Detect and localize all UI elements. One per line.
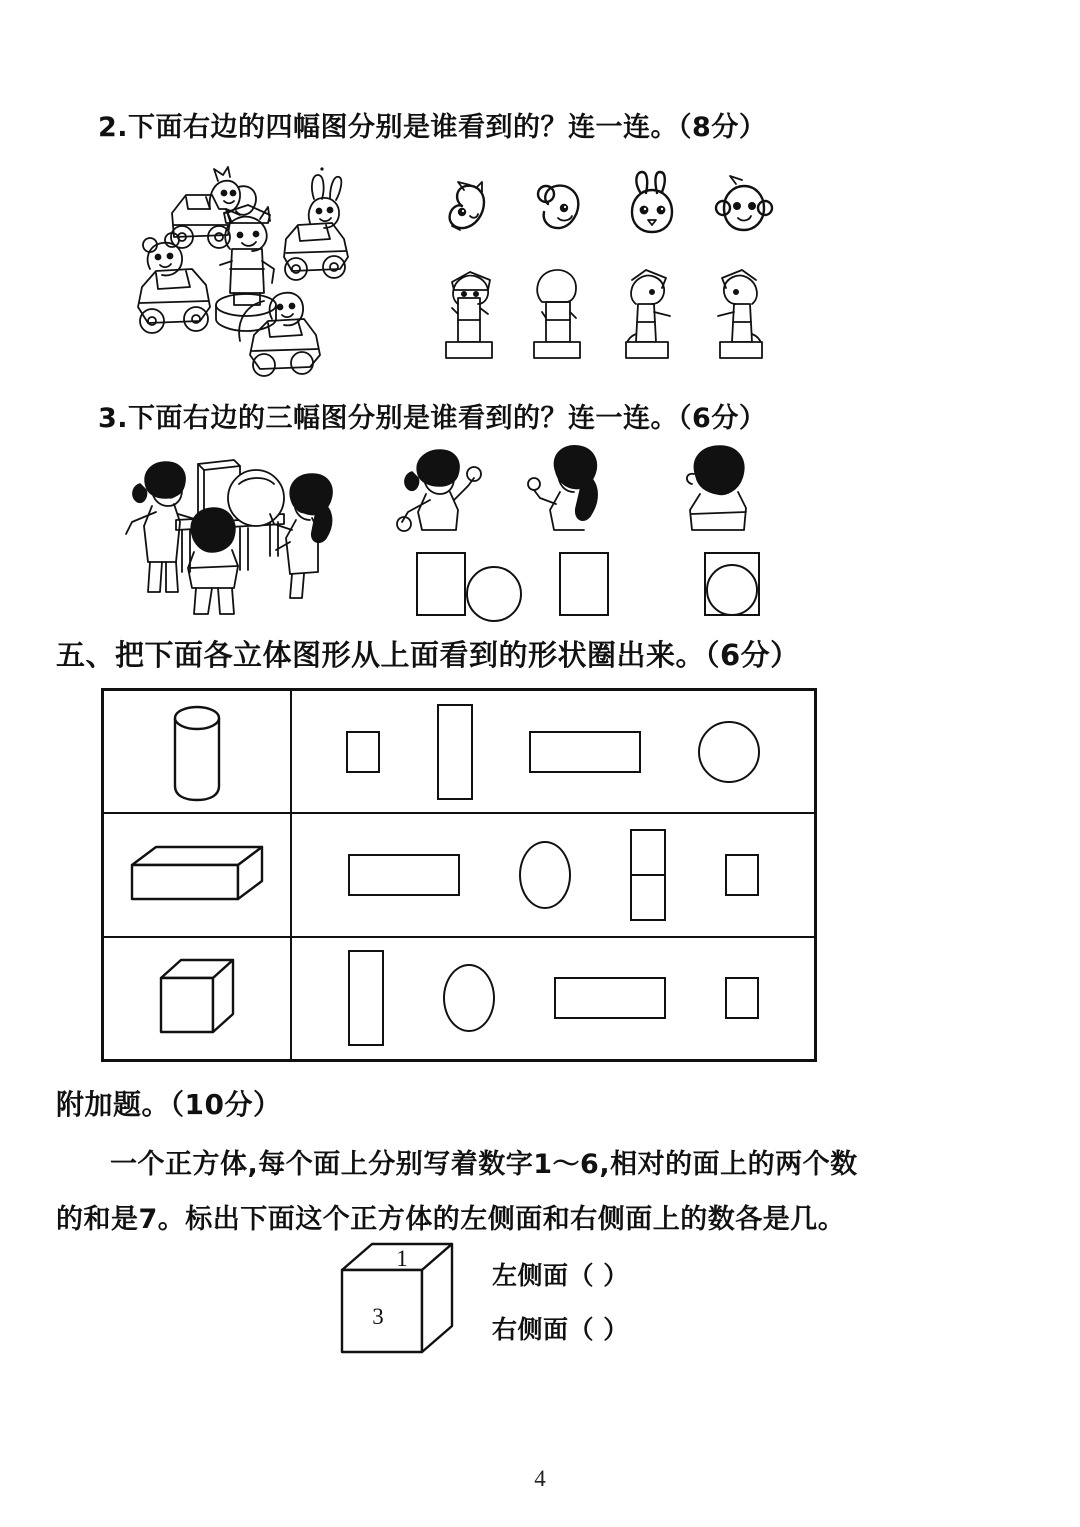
- option-small-square[interactable]: [725, 977, 759, 1019]
- table-row: [104, 938, 814, 1059]
- option-wide-rectangle[interactable]: [529, 731, 641, 773]
- front-view-figurine: [446, 272, 492, 358]
- rabbit-in-car: [284, 175, 348, 280]
- back-view-figurine: [534, 270, 580, 358]
- bonus-cube-illustration: [336, 1240, 466, 1360]
- option-wide-rectangle[interactable]: [554, 977, 666, 1019]
- question-3-scene-illustration: [122, 442, 366, 624]
- question-2-figurine-views: [440, 268, 790, 364]
- question-2-title: 2.下面右边的四幅图分别是谁看到的？连一连。（8分）: [98, 112, 767, 143]
- solids-top-view-table: [101, 688, 817, 1062]
- bear-head-icon: [538, 186, 578, 228]
- question-3-child-options: [400, 450, 780, 532]
- question-2-scene-illustration: [120, 165, 375, 370]
- view-circle-inside: [706, 564, 758, 616]
- boy-back-portrait: [687, 446, 746, 530]
- table-row: [104, 814, 814, 937]
- cylinder-icon: [159, 700, 235, 804]
- view-rect-left: [416, 552, 466, 616]
- cube-icon: [153, 954, 241, 1042]
- view-circle-beside: [466, 566, 522, 622]
- child-front: [188, 508, 238, 614]
- monkey-head-icon: [716, 176, 772, 230]
- question-3-view-options: [392, 552, 792, 622]
- question-2-head-options: [438, 182, 788, 240]
- question-3-title: 3.下面右边的三幅图分别是谁看到的？连一连。（6分）: [98, 403, 767, 434]
- option-cell-row-1: [292, 691, 814, 812]
- right-view-figurine: [718, 270, 762, 358]
- option-ellipse[interactable]: [519, 841, 571, 909]
- squirrel-head-icon: [450, 182, 484, 230]
- page-number: 4: [534, 1466, 546, 1491]
- option-small-square[interactable]: [346, 731, 380, 773]
- table-row: [104, 691, 814, 814]
- left-view-figurine: [626, 270, 670, 358]
- option-split-rectangle[interactable]: [630, 829, 666, 921]
- left-face-answer-label: 左侧面（ ）: [492, 1261, 629, 1290]
- rabbit-head-icon: [632, 172, 672, 232]
- option-tall-rectangle[interactable]: [437, 704, 473, 800]
- option-circle[interactable]: [698, 721, 760, 783]
- child-left: [126, 462, 198, 592]
- girl-ponytail-portrait: [528, 446, 597, 530]
- option-wide-rectangle[interactable]: [348, 854, 460, 896]
- option-cell-row-3: [292, 938, 814, 1059]
- extra-question-title: 附加题。（10分）: [56, 1088, 282, 1121]
- solid-cell-cylinder: [104, 691, 292, 812]
- girl-pigtails-portrait: [397, 450, 481, 531]
- section-5-title: 五、把下面各立体图形从上面看到的形状圈出来。（6分）: [56, 638, 800, 672]
- extra-question-line-1: 一个正方体,每个面上分别写着数字1～6,相对的面上的两个数: [110, 1149, 858, 1180]
- cuboid-icon: [126, 839, 268, 911]
- bear-in-car: [138, 233, 210, 333]
- option-tall-rectangle[interactable]: [348, 950, 384, 1046]
- cube-top-face-number: 1: [396, 1246, 408, 1271]
- option-cell-row-2: [292, 814, 814, 935]
- cube-front-face-number: 3: [372, 1304, 384, 1329]
- extra-question-line-2: 的和是7。标出下面这个正方体的左侧面和右侧面上的数各是几。: [56, 1204, 846, 1235]
- right-face-answer-label: 右侧面（ ）: [492, 1315, 629, 1344]
- option-ellipse[interactable]: [443, 964, 495, 1032]
- solid-cell-cuboid: [104, 814, 292, 935]
- view-rect-only: [559, 552, 609, 616]
- option-small-square[interactable]: [725, 854, 759, 896]
- solid-cell-cube: [104, 938, 292, 1059]
